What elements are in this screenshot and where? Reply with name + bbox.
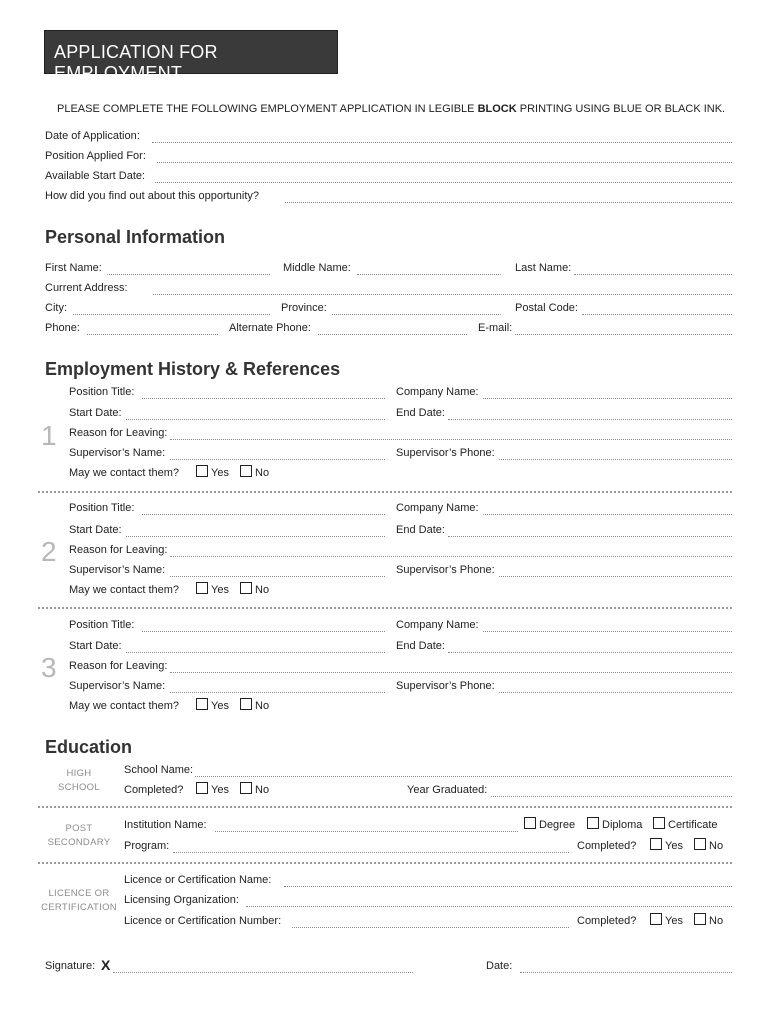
certificate-checkbox[interactable] [653, 817, 665, 829]
contact-yes-label: Yes [211, 467, 229, 479]
supervisor-name-field[interactable] [170, 576, 385, 577]
contact-no-checkbox[interactable] [240, 582, 252, 594]
city-field[interactable] [73, 314, 270, 315]
company-name-label: Company Name: [396, 386, 479, 398]
hs-completed-yes-label: Yes [211, 784, 229, 796]
instruction-emphasis: BLOCK [477, 103, 517, 115]
available-start-label: Available Start Date: [45, 170, 146, 182]
employer-number: 1 [41, 420, 57, 451]
how-found-field[interactable] [285, 202, 732, 203]
contact-question: May we contact them? [69, 700, 180, 712]
hs-completed-no-checkbox[interactable] [240, 782, 252, 794]
position-title-label: Position Title: [69, 386, 135, 398]
supervisor-phone-field[interactable] [499, 692, 732, 693]
first-name-label: First Name: [45, 262, 102, 274]
date-of-application-field[interactable] [152, 142, 732, 143]
end-date-label: End Date: [396, 524, 445, 536]
supervisor-name-label: Supervisor’s Name: [69, 564, 166, 576]
end-date-label: End Date: [396, 407, 445, 419]
contact-yes-checkbox[interactable] [196, 465, 208, 477]
province-label: Province: [281, 302, 327, 314]
employer-number: 3 [41, 652, 57, 683]
lic-completed-yes-label: Yes [665, 915, 683, 927]
company-name-label: Company Name: [396, 502, 479, 514]
contact-yes-checkbox[interactable] [196, 582, 208, 594]
postal-code-field[interactable] [582, 314, 732, 315]
email-label: E-mail: [478, 322, 513, 334]
form-title-banner [44, 30, 338, 83]
licensing-org-label: Licensing Organization: [124, 894, 239, 906]
contact-question: May we contact them? [69, 584, 180, 596]
school-name-label: School Name: [124, 764, 194, 776]
position-applied-label: Position Applied For: [45, 150, 146, 162]
available-start-field[interactable] [155, 182, 732, 183]
licence-side-label [40, 887, 118, 915]
position-applied-field[interactable] [157, 162, 732, 163]
position-title-label: Position Title: [69, 619, 135, 631]
position-title-field[interactable] [142, 398, 385, 399]
cert-number-label: Licence or Certification Number: [124, 915, 282, 927]
instruction-part: PLEASE COMPLETE THE FOLLOWING EMPLOYMENT APPLICATION IN LEGIBLE [57, 103, 478, 115]
reason-leaving-field[interactable] [170, 556, 732, 557]
supervisor-phone-field[interactable] [499, 459, 732, 460]
employment-history-heading: Employment History & References [45, 359, 341, 379]
lic-completed-no-label: No [709, 915, 724, 927]
section-divider [38, 806, 732, 808]
province-field[interactable] [332, 314, 501, 315]
hs-completed-yes-checkbox[interactable] [196, 782, 208, 794]
company-name-label: Company Name: [396, 619, 479, 631]
degree-checkbox[interactable] [524, 817, 536, 829]
signature-date-field[interactable] [520, 972, 732, 973]
instruction-text [57, 103, 725, 116]
reason-leaving-label: Reason for Leaving: [69, 427, 168, 439]
contact-question: May we contact them? [69, 467, 180, 479]
position-title-field[interactable] [142, 631, 385, 632]
phone-field[interactable] [87, 334, 218, 335]
program-field[interactable] [173, 852, 569, 853]
high-school-side-label [40, 767, 118, 795]
current-address-field[interactable] [153, 294, 732, 295]
start-date-field[interactable] [126, 652, 385, 653]
contact-yes-checkbox[interactable] [196, 698, 208, 710]
diploma-label: Diploma [602, 819, 643, 831]
hs-completed-label: Completed? [124, 784, 184, 796]
side-label-line: CERTIFICATION [41, 902, 117, 913]
supervisor-phone-label: Supervisor’s Phone: [396, 447, 495, 459]
contact-yes-label: Yes [211, 584, 229, 596]
hs-completed-no-label: No [255, 784, 270, 796]
last-name-label: Last Name: [515, 262, 572, 274]
contact-no-label: No [255, 700, 270, 712]
signature-field[interactable] [113, 972, 413, 973]
section-divider [38, 607, 732, 609]
contact-no-checkbox[interactable] [240, 465, 252, 477]
start-date-field[interactable] [126, 419, 385, 420]
supervisor-name-label: Supervisor’s Name: [69, 447, 166, 459]
ps-completed-no-checkbox[interactable] [694, 838, 706, 850]
supervisor-name-field[interactable] [170, 459, 385, 460]
lic-completed-yes-checkbox[interactable] [650, 913, 662, 925]
instruction-part: PRINTING USING BLUE OR BLACK INK. [516, 103, 726, 115]
start-date-label: Start Date: [69, 640, 122, 652]
company-name-field[interactable] [483, 514, 732, 515]
institution-name-field[interactable] [215, 831, 518, 832]
licensing-org-field[interactable] [246, 906, 732, 907]
reason-leaving-label: Reason for Leaving: [69, 660, 168, 672]
certificate-label: Certificate [668, 819, 718, 831]
alt-phone-field[interactable] [318, 334, 467, 335]
city-label: City: [45, 302, 67, 314]
ps-completed-label: Completed? [577, 840, 637, 852]
contact-no-checkbox[interactable] [240, 698, 252, 710]
position-title-label: Position Title: [69, 502, 135, 514]
email-field[interactable] [515, 334, 732, 335]
program-label: Program: [124, 840, 170, 852]
lic-completed-label: Completed? [577, 915, 637, 927]
signature-label: Signature: [45, 960, 96, 972]
side-label-line: SECONDARY [47, 837, 111, 848]
current-address-label: Current Address: [45, 282, 128, 294]
last-name-field[interactable] [574, 274, 732, 275]
start-date-field[interactable] [126, 536, 385, 537]
phone-label: Phone: [45, 322, 80, 334]
degree-label: Degree [539, 819, 576, 831]
postal-code-label: Postal Code: [515, 302, 578, 314]
ps-completed-yes-checkbox[interactable] [650, 838, 662, 850]
employer-number: 2 [41, 536, 57, 567]
side-label-line: HIGH [66, 768, 92, 779]
middle-name-label: Middle Name: [283, 262, 351, 274]
cert-name-field[interactable] [284, 886, 732, 887]
start-date-label: Start Date: [69, 524, 122, 536]
start-date-label: Start Date: [69, 407, 122, 419]
end-date-field[interactable] [448, 652, 732, 653]
supervisor-name-label: Supervisor’s Name: [69, 680, 166, 692]
supervisor-phone-field[interactable] [499, 576, 732, 577]
year-graduated-field[interactable] [491, 796, 732, 797]
end-date-field[interactable] [448, 419, 732, 420]
middle-name-field[interactable] [357, 274, 501, 275]
supervisor-phone-label: Supervisor’s Phone: [396, 680, 495, 692]
cert-number-field[interactable] [292, 927, 569, 928]
education-heading: Education [45, 737, 133, 757]
side-label-line: SCHOOL [58, 782, 100, 793]
section-divider [38, 491, 732, 493]
reason-leaving-field[interactable] [170, 672, 732, 673]
year-graduated-label: Year Graduated: [407, 784, 488, 796]
contact-yes-label: Yes [211, 700, 229, 712]
supervisor-name-field[interactable] [170, 692, 385, 693]
reason-leaving-field[interactable] [170, 439, 732, 440]
section-divider [38, 862, 732, 864]
signature-x-mark: X [101, 957, 111, 973]
company-name-field[interactable] [483, 631, 732, 632]
contact-no-label: No [255, 467, 270, 479]
reason-leaving-label: Reason for Leaving: [69, 544, 168, 556]
alt-phone-label: Alternate Phone: [229, 322, 311, 334]
supervisor-phone-label: Supervisor’s Phone: [396, 564, 495, 576]
institution-name-label: Institution Name: [124, 819, 207, 831]
cert-name-label: Licence or Certification Name: [124, 874, 272, 886]
contact-no-label: No [255, 584, 270, 596]
end-date-label: End Date: [396, 640, 445, 652]
personal-info-heading: Personal Information [45, 227, 226, 247]
side-label-line: LICENCE OR [48, 888, 110, 899]
position-title-field[interactable] [142, 514, 385, 515]
lic-completed-no-checkbox[interactable] [694, 913, 706, 925]
ps-completed-no-label: No [709, 840, 724, 852]
first-name-field[interactable] [107, 274, 270, 275]
post-secondary-side-label [40, 822, 118, 850]
end-date-field[interactable] [448, 536, 732, 537]
company-name-field[interactable] [483, 398, 732, 399]
date-label: Date: [486, 960, 513, 972]
diploma-checkbox[interactable] [587, 817, 599, 829]
ps-completed-yes-label: Yes [665, 840, 683, 852]
form-title: APPLICATION FOR EMPLOYMENT [54, 42, 218, 83]
date-of-application-label: Date of Application: [45, 130, 140, 142]
how-found-label: How did you find out about this opportunity? [45, 190, 260, 202]
side-label-line: POST [65, 823, 93, 834]
school-name-field[interactable] [195, 776, 732, 777]
